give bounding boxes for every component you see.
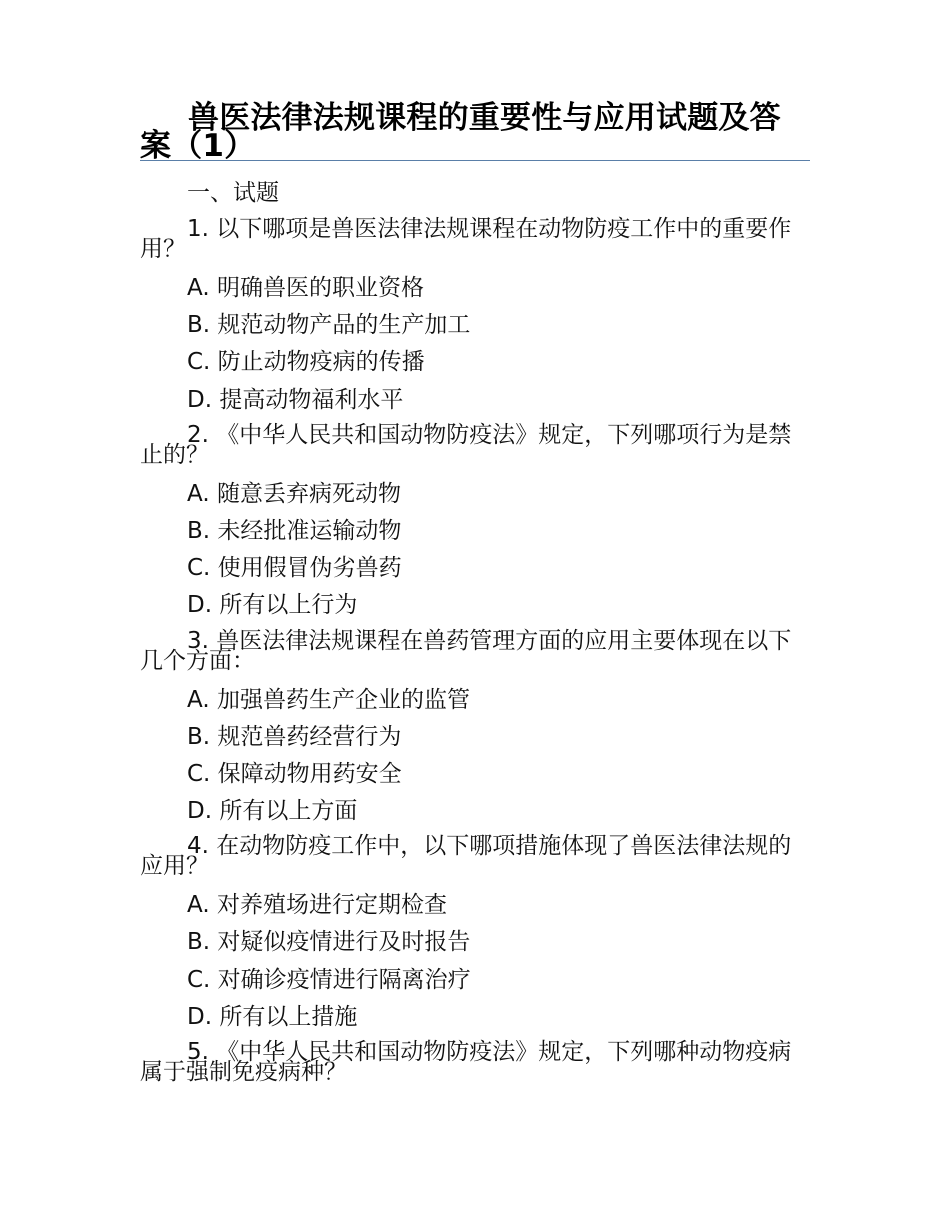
option-d: D. 所有以上行为 (187, 592, 358, 619)
section-heading: 一、试题 (187, 180, 279, 206)
option-a: A. 随意丢弃病死动物 (187, 480, 401, 507)
question-text: 1. 以下哪项是兽医法律法规课程在动物防疫工作中的重要作用？ (140, 216, 792, 262)
question-text: 5. 《中华人民共和国动物防疫法》规定，下列哪种动物疫病属于强制免疫病种？ (140, 1039, 792, 1085)
option-d: D. 所有以上方面 (187, 798, 358, 825)
question-block-5 (140, 1038, 812, 1095)
option-c: C. 保障动物用药安全 (187, 760, 402, 787)
question-block-4 (140, 832, 812, 1038)
question-text: 4. 在动物防疫工作中，以下哪项措施体现了兽医法律法规的应用？ (140, 833, 792, 880)
question-block-3 (140, 627, 812, 833)
option-a: A. 明确兽医的职业资格 (187, 275, 424, 301)
option-b: B. 未经批准运输动物 (187, 517, 402, 544)
option-b: B. 规范动物产品的生产加工 (187, 312, 471, 339)
option-b: B. 对疑似疫情进行及时报告 (187, 929, 471, 956)
question-block-2 (140, 421, 812, 627)
question-block-1 (140, 215, 812, 421)
option-a: A. 对养殖场进行定期检查 (187, 892, 447, 919)
option-c: C. 使用假冒伪劣兽药 (187, 555, 402, 582)
document-title: 兽医法律法规课程的重要性与应用试题及答案（1） (140, 100, 781, 164)
option-c: C. 对确诊疫情进行隔离治疗 (187, 966, 471, 993)
option-d: D. 提高动物福利水平 (187, 386, 404, 413)
question-text: 3. 兽医法律法规课程在兽药管理方面的应用主要体现在以下几个方面： (140, 627, 792, 674)
title-divider (140, 160, 810, 161)
option-b: B. 规范兽药经营行为 (187, 723, 402, 750)
question-text: 2. 《中华人民共和国动物防疫法》规定，下列哪项行为是禁止的？ (140, 421, 792, 468)
option-d: D. 所有以上措施 (187, 1003, 358, 1030)
document-body (140, 178, 812, 1095)
option-a: A. 加强兽药生产企业的监管 (187, 686, 470, 713)
option-c: C. 防止动物疫病的传播 (187, 349, 425, 376)
